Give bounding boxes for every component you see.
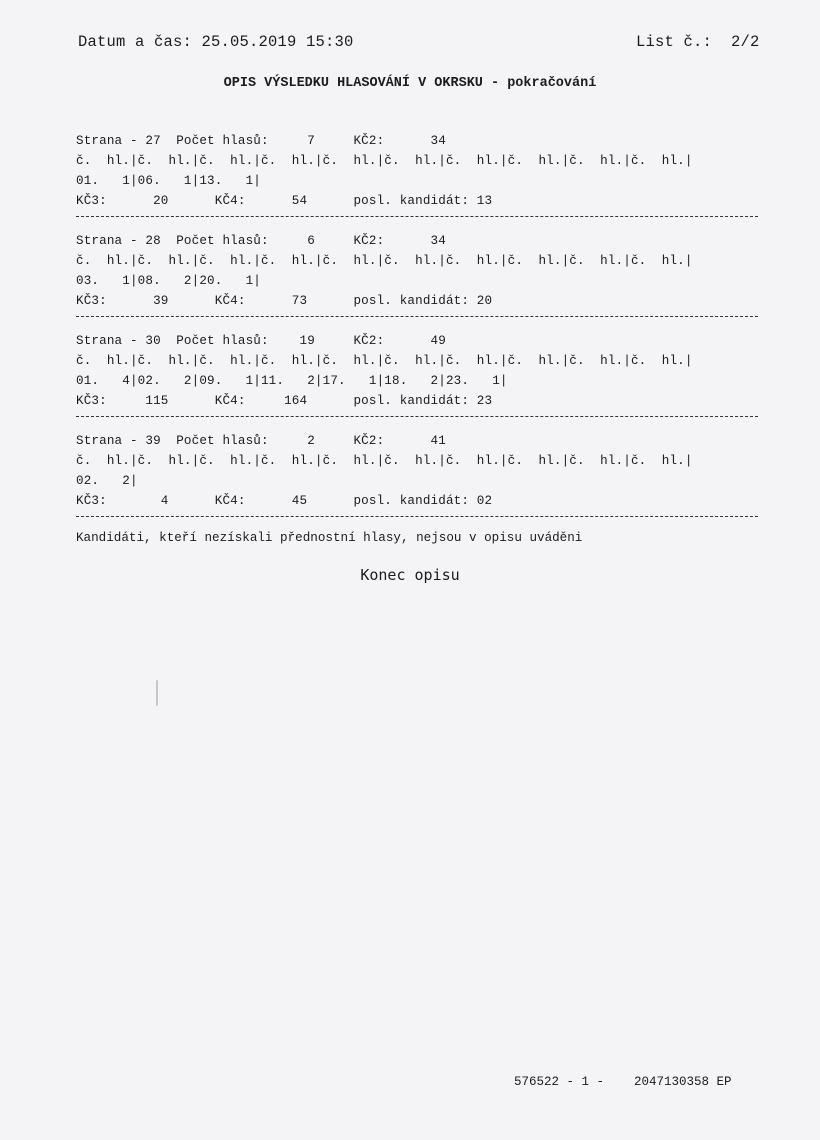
candidate-votes: 03. 1|08. 2|20. 1|: [76, 274, 261, 288]
candidate-votes: 01. 4|02. 2|09. 1|11. 2|17. 1|18. 2|23. 1|: [76, 374, 508, 388]
dashed-separator: [76, 311, 766, 331]
results-body: [76, 131, 766, 545]
party-totals: KČ3: 39 KČ4: 73 posl. kandidát: 20: [76, 294, 493, 308]
party-summary: Strana - 27 Počet hlasů: 7 KČ2: 34: [76, 134, 446, 148]
party-block: [76, 131, 766, 231]
dashed-separator: [76, 511, 766, 531]
party-summary: Strana - 30 Počet hlasů: 19 KČ2: 49: [76, 334, 446, 348]
dashed-separator: [76, 411, 766, 431]
dashed-separator: [76, 211, 766, 231]
party-block: [76, 231, 766, 331]
sheet-number: List č.: 2/2: [636, 33, 760, 51]
party-block: [76, 431, 766, 531]
party-totals: KČ3: 20 KČ4: 54 posl. kandidát: 13: [76, 194, 493, 208]
party-summary: Strana - 28 Počet hlasů: 6 KČ2: 34: [76, 234, 446, 248]
end-of-report: Konec opisu: [360, 566, 460, 584]
party-totals: KČ3: 115 KČ4: 164 posl. kandidát: 23: [76, 394, 493, 408]
party-totals: KČ3: 4 KČ4: 45 posl. kandidát: 02: [76, 494, 493, 508]
party-block: [76, 331, 766, 431]
candidate-header: č. hl.|č. hl.|č. hl.|č. hl.|č. hl.|č. hl.|č. hl.|č. hl.|č. hl.|č. hl.|: [76, 354, 693, 368]
scan-mark: [156, 680, 158, 706]
datetime-label: Datum a čas: 25.05.2019 15:30: [78, 33, 354, 51]
document-id: 576522 - 1 - 2047130358 EP: [514, 1075, 732, 1089]
document-title: OPIS VÝSLEDKU HLASOVÁNÍ V OKRSKU - pokračování: [223, 76, 597, 91]
candidate-header: č. hl.|č. hl.|č. hl.|č. hl.|č. hl.|č. hl.|č. hl.|č. hl.|č. hl.|č. hl.|: [76, 254, 693, 268]
candidate-votes: 02. 2|: [76, 474, 138, 488]
candidate-votes: 01. 1|06. 1|13. 1|: [76, 174, 261, 188]
party-summary: Strana - 39 Počet hlasů: 2 KČ2: 41: [76, 434, 446, 448]
candidate-header: č. hl.|č. hl.|č. hl.|č. hl.|č. hl.|č. hl.|č. hl.|č. hl.|č. hl.|č. hl.|: [76, 454, 693, 468]
candidate-header: č. hl.|č. hl.|č. hl.|č. hl.|č. hl.|č. hl.|č. hl.|č. hl.|č. hl.|č. hl.|: [76, 154, 693, 168]
footnote: Kandidáti, kteří nezískali přednostní hlasy, nejsou v opisu uváděni: [76, 531, 583, 545]
